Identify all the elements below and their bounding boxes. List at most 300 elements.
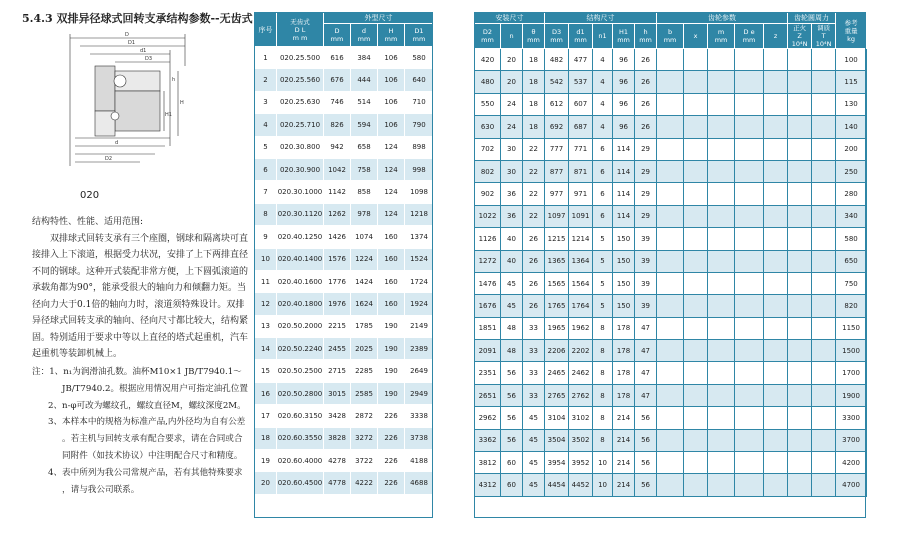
- col-header-unit: mm: [330, 35, 344, 43]
- table-cell: 22: [523, 183, 545, 205]
- table-cell: 48: [501, 340, 523, 362]
- table-cell: 2765: [545, 384, 569, 406]
- table-cell: 47: [635, 362, 657, 384]
- table-row: [475, 452, 867, 474]
- table-cell: [764, 295, 788, 317]
- table-cell: 514: [351, 91, 378, 113]
- table-cell: 5: [593, 250, 613, 272]
- table-cell: 1676: [475, 295, 501, 317]
- table-cell: 580: [836, 228, 867, 250]
- table-cell: [708, 429, 735, 451]
- table-cell: 190: [378, 360, 405, 382]
- table-cell: [708, 452, 735, 474]
- table-cell: 178: [613, 340, 635, 362]
- table-cell: [764, 362, 788, 384]
- table-cell: 871: [569, 160, 593, 182]
- table-cell: [788, 138, 812, 160]
- table-cell: 898: [405, 136, 434, 158]
- table-cell: [735, 116, 764, 138]
- table-row: [475, 407, 867, 429]
- table-cell: 114: [613, 138, 635, 160]
- table-cell: [708, 250, 735, 272]
- table-cell: [708, 228, 735, 250]
- table-cell: 190: [378, 338, 405, 360]
- table-cell: 226: [378, 405, 405, 427]
- table-cell: 250: [836, 160, 867, 182]
- table-row: [475, 71, 867, 93]
- table-cell: [684, 295, 708, 317]
- col-header-param: D e mm: [735, 24, 764, 49]
- table-cell: 3954: [545, 452, 569, 474]
- table-cell: 1764: [569, 295, 593, 317]
- table-cell: 39: [635, 228, 657, 250]
- table-cell: [657, 295, 684, 317]
- table-cell: 020.50.2240: [277, 338, 324, 360]
- table-cell: [812, 93, 836, 115]
- table-cell: 26: [523, 295, 545, 317]
- table-cell: 1500: [836, 340, 867, 362]
- table-row: [475, 183, 867, 205]
- table-cell: 4454: [545, 474, 569, 496]
- table-cell: 650: [836, 250, 867, 272]
- table-cell: 1924: [405, 293, 434, 315]
- table-cell: 56: [635, 429, 657, 451]
- table-cell: [684, 407, 708, 429]
- table-cell: 420: [475, 49, 501, 71]
- col-header-param: D2 mm: [475, 24, 501, 49]
- table-cell: [788, 407, 812, 429]
- table-cell: 6: [593, 205, 613, 227]
- table-row: [475, 138, 867, 160]
- table-cell: 30: [501, 138, 523, 160]
- table-cell: 1476: [475, 272, 501, 294]
- table-cell: [812, 384, 836, 406]
- table-cell: 178: [613, 317, 635, 339]
- table-cell: 56: [501, 384, 523, 406]
- table-cell: [657, 228, 684, 250]
- note-line: 3、本样本中的规格为标准产品,内外径均为自有公差: [48, 417, 246, 428]
- table-cell: 2649: [405, 360, 434, 382]
- table-cell: 45: [523, 474, 545, 496]
- table-cell: [735, 138, 764, 160]
- table-cell: 24: [501, 93, 523, 115]
- table-cell: 8: [255, 203, 277, 225]
- table-row: [255, 338, 434, 360]
- table-cell: [684, 272, 708, 294]
- table-cell: 020.30.1120: [277, 203, 324, 225]
- table-cell: [788, 49, 812, 71]
- table-cell: 200: [836, 138, 867, 160]
- table-row: [255, 158, 434, 180]
- table-cell: 56: [501, 407, 523, 429]
- note-line: 2、n-φ可改为螺纹孔，螺纹直径M，螺纹深度2M。: [48, 400, 246, 411]
- table-cell: 40: [501, 228, 523, 250]
- table-cell: [788, 452, 812, 474]
- note-line: 。若主机与回转支承有配合要求，请在合同或合: [62, 434, 243, 445]
- parameters-table: [474, 12, 867, 497]
- table-cell: 6: [593, 183, 613, 205]
- table-cell: 9: [255, 226, 277, 248]
- table-cell: 702: [475, 138, 501, 160]
- table-cell: [735, 362, 764, 384]
- table-cell: 106: [378, 91, 405, 113]
- table-cell: 60: [501, 474, 523, 496]
- table-cell: [657, 384, 684, 406]
- table-cell: 480: [475, 71, 501, 93]
- table-cell: 771: [569, 138, 593, 160]
- table-cell: 3952: [569, 452, 593, 474]
- table-cell: [657, 340, 684, 362]
- dim-H: H: [180, 100, 184, 106]
- table-cell: [764, 272, 788, 294]
- table-row: [255, 270, 434, 292]
- table-cell: 2651: [475, 384, 501, 406]
- table-cell: 18: [255, 427, 277, 449]
- table-cell: 2762: [569, 384, 593, 406]
- table-cell: 22: [523, 138, 545, 160]
- table-row: [475, 250, 867, 272]
- table-cell: [735, 340, 764, 362]
- table-cell: [684, 452, 708, 474]
- table-cell: 2389: [405, 338, 434, 360]
- table-cell: [657, 205, 684, 227]
- table-cell: [812, 295, 836, 317]
- table-cell: [708, 183, 735, 205]
- table-cell: 020.25.560: [277, 69, 324, 91]
- table-cell: 4278: [324, 450, 351, 472]
- table-cell: 2715: [324, 360, 351, 382]
- table-cell: 6: [255, 158, 277, 180]
- col-header-unit: mm: [384, 35, 398, 43]
- col-header-param: x: [684, 24, 708, 49]
- table-cell: 1965: [545, 317, 569, 339]
- table-cell: 96: [613, 116, 635, 138]
- table-cell: 160: [378, 270, 405, 292]
- table-cell: 160: [378, 248, 405, 270]
- table-cell: 33: [523, 317, 545, 339]
- table-cell: 4: [593, 116, 613, 138]
- col-header-param: n: [501, 24, 523, 49]
- table-cell: 10: [593, 474, 613, 496]
- table-cell: [684, 340, 708, 362]
- table-cell: [812, 49, 836, 71]
- table-cell: 1724: [405, 270, 434, 292]
- col-header-param: n1: [593, 24, 613, 49]
- col-header-param: b mm: [657, 24, 684, 49]
- table-cell: 4: [593, 71, 613, 93]
- table-cell: 384: [351, 47, 378, 69]
- table-cell: [684, 116, 708, 138]
- table-cell: [708, 317, 735, 339]
- table-cell: [708, 49, 735, 71]
- col-header-label: D1: [414, 27, 424, 35]
- table-cell: 45: [523, 429, 545, 451]
- table-cell: 1976: [324, 293, 351, 315]
- table-cell: 10: [255, 248, 277, 270]
- table-row: [255, 360, 434, 382]
- table-cell: 124: [378, 136, 405, 158]
- table-cell: 4688: [405, 472, 434, 494]
- group-header-gear: 齿轮参数: [657, 13, 788, 24]
- dim-d1: d1: [140, 48, 147, 54]
- description-heading: 结构特性、性能、适用范围:: [32, 217, 144, 227]
- table-cell: 26: [523, 228, 545, 250]
- table-cell: [735, 250, 764, 272]
- table-row: [255, 226, 434, 248]
- table-cell: [684, 384, 708, 406]
- table-row: [475, 116, 867, 138]
- table-row: [475, 295, 867, 317]
- table-row: [475, 93, 867, 115]
- table-cell: 11: [255, 270, 277, 292]
- table-cell: [764, 340, 788, 362]
- table-cell: 1765: [545, 295, 569, 317]
- table-cell: 39: [635, 250, 657, 272]
- table-cell: [764, 183, 788, 205]
- col-header-d1: [405, 24, 434, 47]
- table-cell: 4452: [569, 474, 593, 496]
- table-cell: 14: [255, 338, 277, 360]
- table-cell: 2215: [324, 315, 351, 337]
- col-header-weight: 参考 重量 kg: [836, 13, 867, 49]
- table-cell: 2962: [475, 407, 501, 429]
- table-row: [475, 340, 867, 362]
- table-cell: 20: [255, 472, 277, 494]
- table-cell: 4700: [836, 474, 867, 496]
- table-cell: 226: [378, 472, 405, 494]
- table-cell: [788, 71, 812, 93]
- table-cell: 1700: [836, 362, 867, 384]
- table-cell: 1374: [405, 226, 434, 248]
- table-cell: [684, 362, 708, 384]
- table-cell: 020.25.500: [277, 47, 324, 69]
- table-cell: 746: [324, 91, 351, 113]
- table-cell: 45: [501, 295, 523, 317]
- table-cell: 124: [378, 158, 405, 180]
- table-cell: [735, 160, 764, 182]
- table-cell: 607: [569, 93, 593, 115]
- table-cell: 977: [545, 183, 569, 205]
- table-cell: 150: [613, 228, 635, 250]
- table-row: [475, 49, 867, 71]
- table-cell: 30: [501, 160, 523, 182]
- table-cell: [812, 474, 836, 496]
- notes: [32, 364, 254, 498]
- table-cell: 1262: [324, 203, 351, 225]
- table-row: [475, 205, 867, 227]
- table-row: [255, 472, 434, 494]
- table-cell: 18: [523, 116, 545, 138]
- table-row: [475, 272, 867, 294]
- table-cell: 45: [523, 452, 545, 474]
- col-header-param: 正火 Z 10⁴N: [788, 24, 812, 49]
- table-cell: [812, 250, 836, 272]
- table-cell: 020.25.630: [277, 91, 324, 113]
- table-cell: [812, 138, 836, 160]
- table-cell: [708, 295, 735, 317]
- table-cell: 444: [351, 69, 378, 91]
- table-cell: [657, 116, 684, 138]
- col-header-param: h mm: [635, 24, 657, 49]
- table-cell: 3428: [324, 405, 351, 427]
- table-cell: 8: [593, 407, 613, 429]
- table-cell: [812, 429, 836, 451]
- table-cell: [788, 295, 812, 317]
- table-cell: [708, 138, 735, 160]
- table-cell: 13: [255, 315, 277, 337]
- table-cell: [684, 93, 708, 115]
- outer-dimensions-table: [254, 12, 434, 495]
- col-header-param: H1 mm: [613, 24, 635, 49]
- table-cell: [764, 250, 788, 272]
- table-cell: 1215: [545, 228, 569, 250]
- table-cell: 115: [836, 71, 867, 93]
- table-cell: 3700: [836, 429, 867, 451]
- table-cell: 750: [836, 272, 867, 294]
- table-cell: [788, 340, 812, 362]
- table-cell: [764, 138, 788, 160]
- table-cell: 150: [613, 272, 635, 294]
- table-cell: [735, 407, 764, 429]
- table-cell: 150: [613, 295, 635, 317]
- table-cell: 020.40.1600: [277, 270, 324, 292]
- table-cell: 2872: [351, 405, 378, 427]
- table-cell: 56: [501, 429, 523, 451]
- table-cell: 190: [378, 315, 405, 337]
- table-row: [255, 405, 434, 427]
- table-cell: [735, 71, 764, 93]
- table-cell: 1565: [545, 272, 569, 294]
- table-cell: 18: [523, 71, 545, 93]
- table-cell: 020.40.1800: [277, 293, 324, 315]
- table-cell: 3502: [569, 429, 593, 451]
- table-cell: [764, 116, 788, 138]
- table-cell: 1214: [569, 228, 593, 250]
- table-cell: 190: [378, 382, 405, 404]
- table-cell: 140: [836, 116, 867, 138]
- col-header-label: D: [334, 27, 340, 35]
- table-cell: 3362: [475, 429, 501, 451]
- table-cell: 020.40.1400: [277, 248, 324, 270]
- table-row: [255, 91, 434, 113]
- table-cell: 7: [255, 181, 277, 203]
- col-header-param: θ mm: [523, 24, 545, 49]
- table-cell: 858: [351, 181, 378, 203]
- table-cell: [764, 384, 788, 406]
- table-cell: 29: [635, 160, 657, 182]
- table-cell: 971: [569, 183, 593, 205]
- table-row: [255, 427, 434, 449]
- note-line: 4、表中所列为我公司常规产品，若有其他特殊要求: [48, 467, 243, 478]
- table-cell: [657, 362, 684, 384]
- table-cell: 020.60.4500: [277, 472, 324, 494]
- table-cell: 15: [255, 360, 277, 382]
- table-cell: 340: [836, 205, 867, 227]
- table-cell: 226: [378, 427, 405, 449]
- table-cell: 47: [635, 384, 657, 406]
- table-cell: 692: [545, 116, 569, 138]
- table-cell: [684, 228, 708, 250]
- table-cell: 178: [613, 384, 635, 406]
- table-row: [255, 136, 434, 158]
- table-cell: 1900: [836, 384, 867, 406]
- table-cell: 24: [501, 116, 523, 138]
- col-header-label: H: [388, 27, 394, 35]
- table-cell: 1424: [351, 270, 378, 292]
- table-cell: 22: [523, 160, 545, 182]
- table-cell: 18: [523, 49, 545, 71]
- table-row: [255, 382, 434, 404]
- table-cell: 3300: [836, 407, 867, 429]
- table-cell: 4: [593, 49, 613, 71]
- table-cell: 1426: [324, 226, 351, 248]
- table-cell: 26: [635, 49, 657, 71]
- table-cell: [735, 474, 764, 496]
- table-cell: [684, 49, 708, 71]
- table-cell: 612: [545, 93, 569, 115]
- table-cell: 12: [255, 293, 277, 315]
- table-cell: [812, 272, 836, 294]
- table-cell: 542: [545, 71, 569, 93]
- table-cell: 482: [545, 49, 569, 71]
- table-cell: [735, 272, 764, 294]
- dim-h: h: [172, 77, 176, 83]
- table-cell: 3828: [324, 427, 351, 449]
- table-cell: [684, 250, 708, 272]
- table-cell: 36: [501, 205, 523, 227]
- table-cell: 3812: [475, 452, 501, 474]
- table-cell: [657, 250, 684, 272]
- table-cell: 26: [635, 93, 657, 115]
- table-cell: 537: [569, 71, 593, 93]
- table-cell: 56: [635, 452, 657, 474]
- table-cell: 26: [635, 116, 657, 138]
- table-cell: 998: [405, 158, 434, 180]
- table-cell: 100: [836, 49, 867, 71]
- table-cell: 5: [593, 295, 613, 317]
- table-cell: [657, 71, 684, 93]
- table-cell: 106: [378, 114, 405, 136]
- table-cell: 124: [378, 203, 405, 225]
- table-cell: [735, 228, 764, 250]
- table-cell: [684, 138, 708, 160]
- note-line: 同附件（如技术协议）中注明配合尺寸和精度。: [62, 450, 243, 461]
- table-cell: [788, 429, 812, 451]
- table-cell: [788, 160, 812, 182]
- table-cell: 1091: [569, 205, 593, 227]
- table-cell: 8: [593, 362, 613, 384]
- table-cell: 020.30.1000: [277, 181, 324, 203]
- table-cell: 658: [351, 136, 378, 158]
- table-cell: 550: [475, 93, 501, 115]
- table-cell: 39: [635, 295, 657, 317]
- table-cell: [684, 429, 708, 451]
- table-cell: [788, 272, 812, 294]
- table-cell: 1126: [475, 228, 501, 250]
- table-cell: 124: [378, 181, 405, 203]
- table-cell: 3338: [405, 405, 434, 427]
- col-header-param: m mm: [708, 24, 735, 49]
- table-cell: 178: [613, 362, 635, 384]
- table-cell: 020.25.710: [277, 114, 324, 136]
- table-cell: 2149: [405, 315, 434, 337]
- table-cell: [764, 429, 788, 451]
- table-cell: 1962: [569, 317, 593, 339]
- col-header-unit: mm: [357, 35, 371, 43]
- table-cell: [764, 160, 788, 182]
- table-cell: [764, 228, 788, 250]
- table-cell: 3104: [545, 407, 569, 429]
